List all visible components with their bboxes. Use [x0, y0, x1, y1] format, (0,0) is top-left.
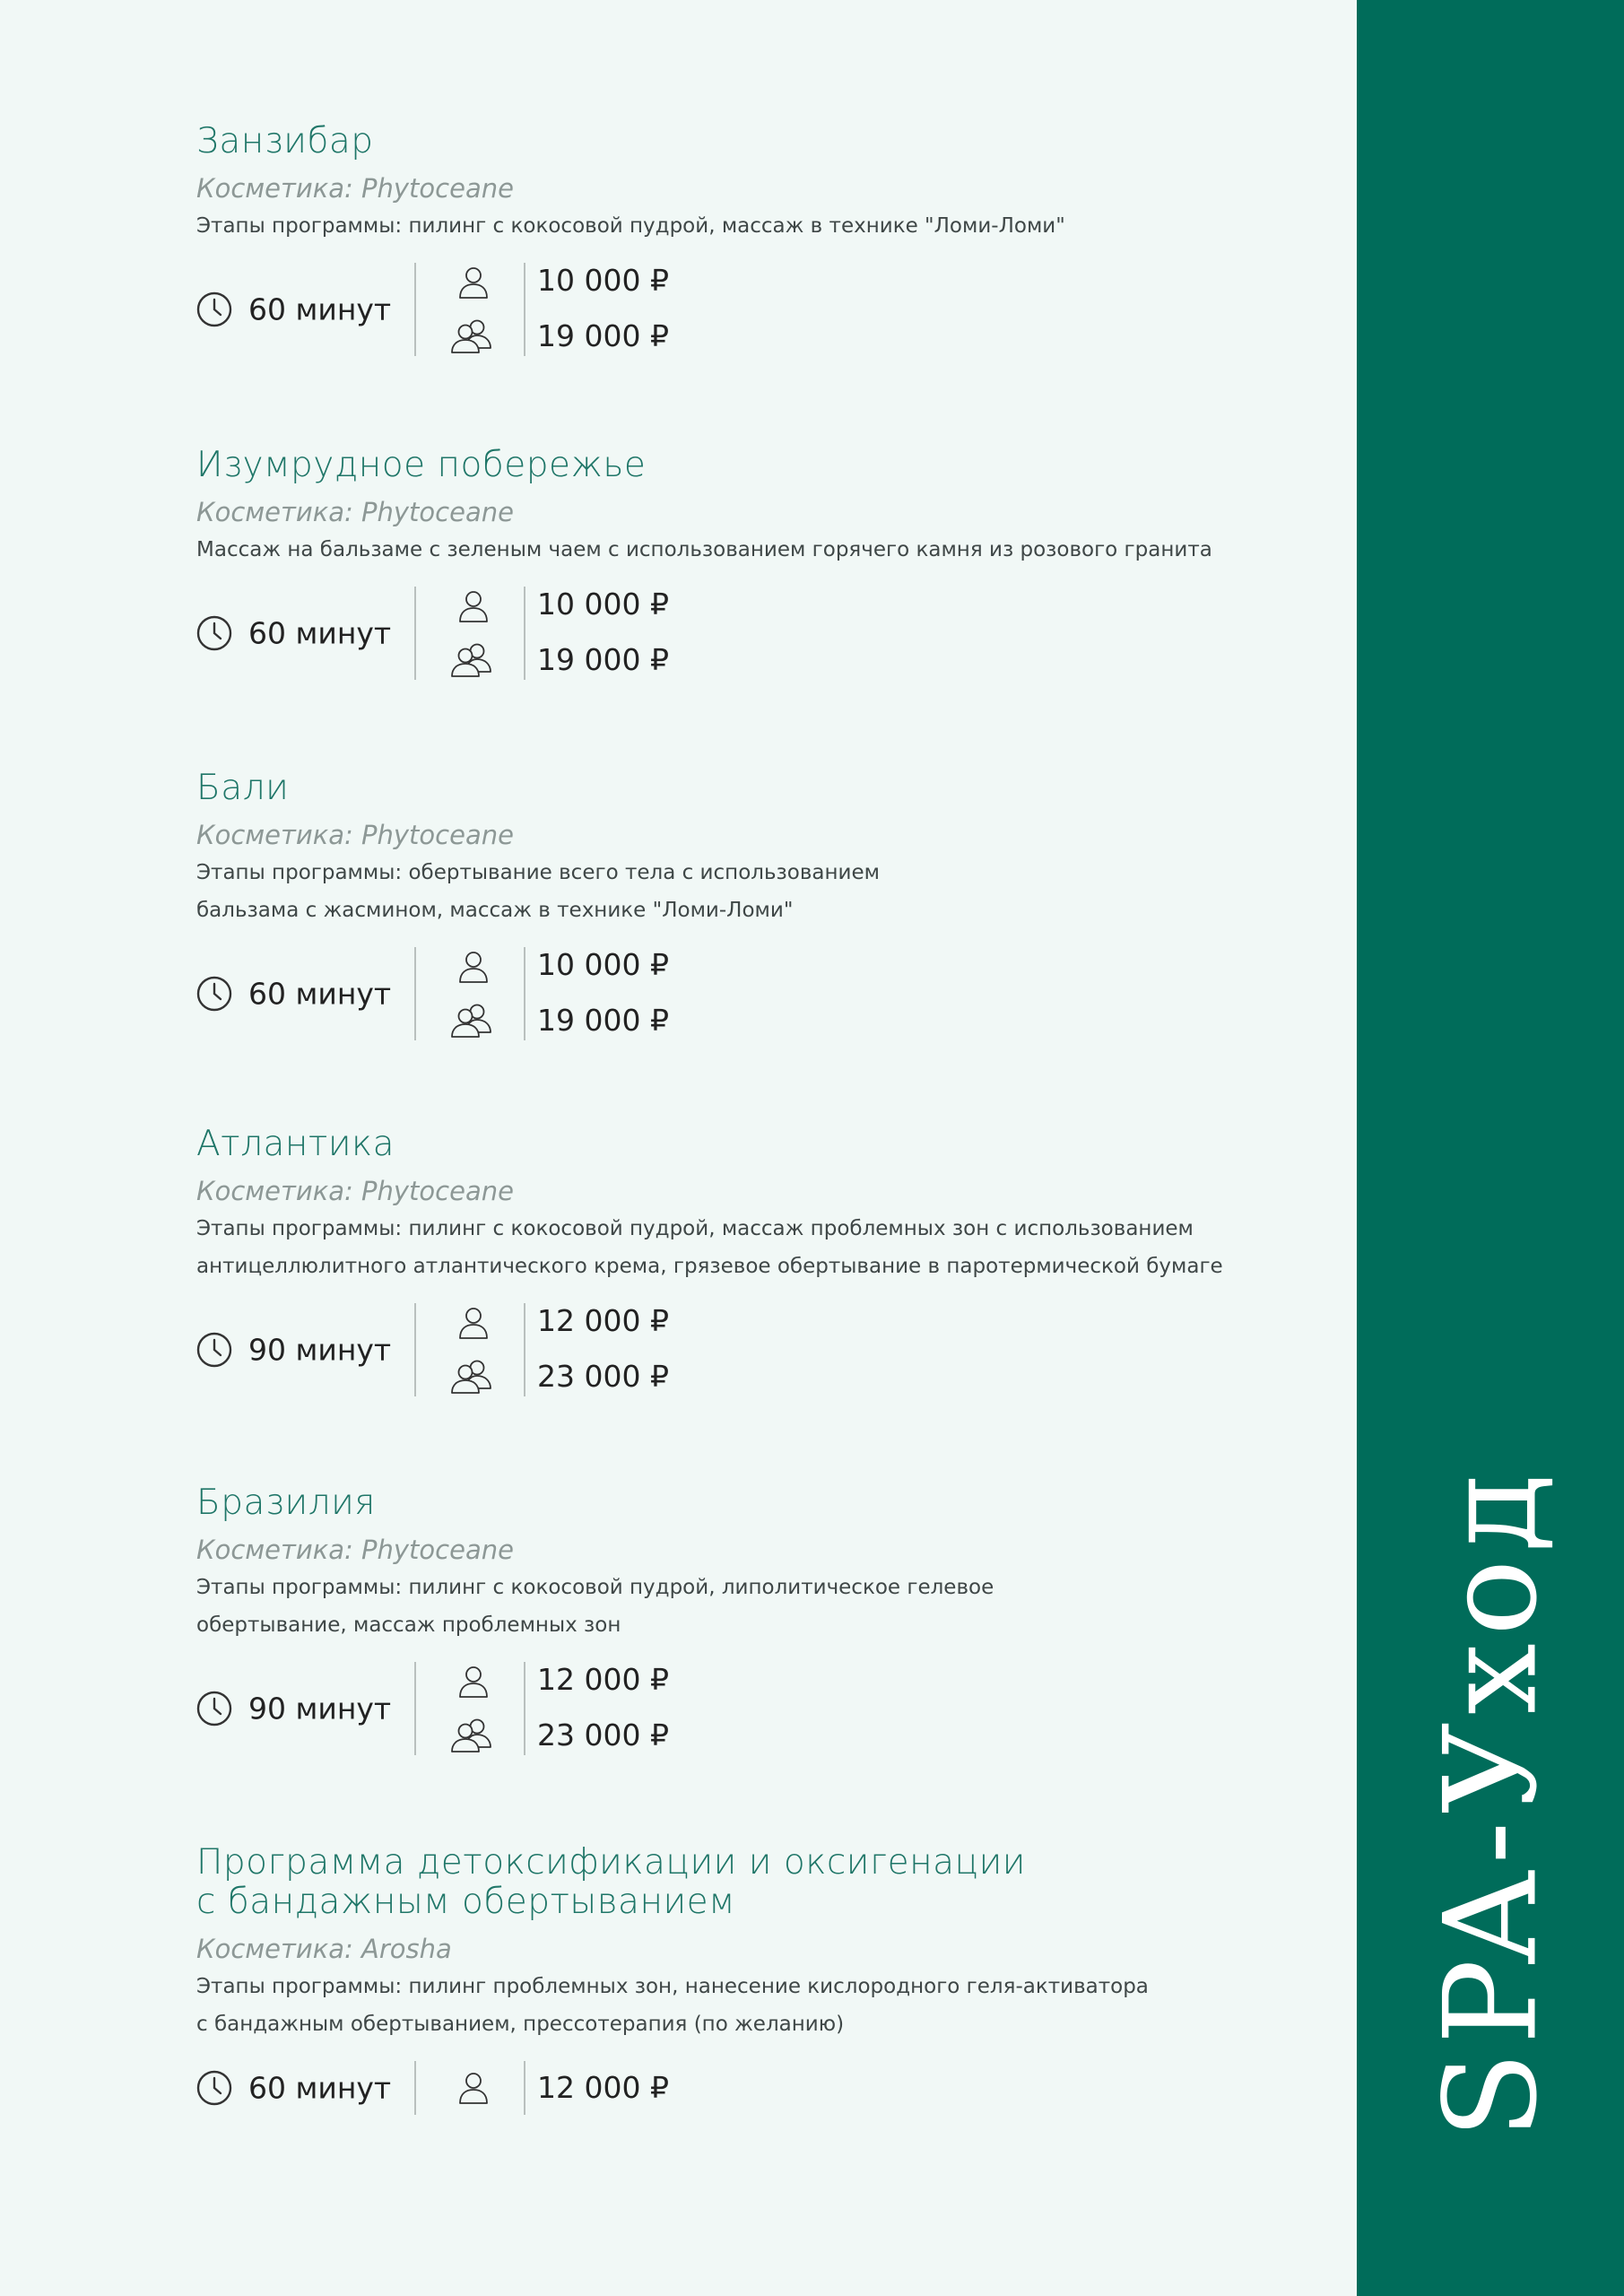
clock-icon: [196, 1332, 232, 1368]
price-single: 10 000 ₽: [537, 263, 669, 298]
service-item: [196, 1843, 1326, 2115]
service-title: Атлантика: [196, 1124, 395, 1164]
duration: 60 минут: [248, 976, 392, 1012]
divider: [524, 263, 525, 356]
divider: [524, 2061, 525, 2115]
service-description: Этапы программы: пилинг проблемных зон, нанесение кислородного геля-активатора с бандажным обертыванием, прессотерапия (по желанию): [196, 1975, 1149, 2036]
divider: [414, 2061, 416, 2115]
person-icon: [457, 1664, 490, 1700]
service-description: Этапы программы: пилинг с кокосовой пудрой, липолитическое гелевое обертывание, массаж проблемных зон: [196, 1576, 994, 1637]
service-item: [196, 1125, 1326, 1396]
service-meta: [196, 1303, 1326, 1396]
clock-icon: [196, 1691, 232, 1726]
service-meta: [196, 2061, 1326, 2115]
clock-icon: [196, 615, 232, 651]
price-single: 10 000 ₽: [537, 947, 669, 982]
price-single: 12 000 ₽: [537, 2070, 669, 2105]
divider: [414, 587, 416, 680]
couple-icon: [447, 1718, 496, 1753]
service-description: Массаж на бальзаме с зеленым чаем с использованием горячего камня из розового гранита: [196, 538, 1212, 561]
service-description: Этапы программы: обертывание всего тела с использованием бальзама с жасмином, массаж в технике "Ломи-Ломи": [196, 861, 880, 922]
divider: [414, 1303, 416, 1396]
service-title: Занзибар: [196, 121, 374, 161]
price-couple: 19 000 ₽: [537, 318, 669, 353]
service-description: Этапы программы: пилинг с кокосовой пудрой, массаж в технике "Ломи-Ломи": [196, 214, 1065, 238]
couple-icon: [447, 1003, 496, 1039]
service-title: Бали: [196, 768, 290, 808]
service-meta: [196, 1662, 1326, 1755]
service-title: Изумрудное побережье: [196, 445, 647, 485]
divider: [414, 263, 416, 356]
service-item: [196, 122, 1326, 356]
divider: [524, 587, 525, 680]
cosmetics-brand: Косметика: Phytoceane: [196, 497, 514, 527]
divider: [414, 947, 416, 1040]
clock-icon: [196, 2070, 232, 2106]
duration: 60 минут: [248, 2070, 392, 2106]
service-meta: [196, 263, 1326, 356]
service-title: Бразилия: [196, 1483, 376, 1523]
price-single: 12 000 ₽: [537, 1662, 669, 1697]
cosmetics-brand: Косметика: Phytoceane: [196, 173, 514, 204]
service-item: [196, 769, 1326, 1040]
cosmetics-brand: Косметика: Phytoceane: [196, 1535, 514, 1565]
cosmetics-brand: Косметика: Phytoceane: [196, 820, 514, 850]
sidebar-panel: [1357, 0, 1624, 2296]
duration: 60 минут: [248, 615, 392, 651]
service-item: [196, 1483, 1326, 1755]
person-icon: [457, 2070, 490, 2106]
price-couple: 19 000 ₽: [537, 642, 669, 677]
cosmetics-brand: Косметика: Arosha: [196, 1934, 452, 1964]
person-icon: [457, 949, 490, 985]
price-single: 10 000 ₽: [537, 587, 669, 622]
service-item: [196, 446, 1326, 680]
person-icon: [457, 588, 490, 624]
service-title: Программа детоксификации и оксигенации с бандажным обертыванием: [196, 1842, 1026, 1922]
duration: 90 минут: [248, 1691, 392, 1726]
divider: [524, 1303, 525, 1396]
couple-icon: [447, 1359, 496, 1395]
clock-icon: [196, 291, 232, 327]
price-couple: 23 000 ₽: [537, 1718, 669, 1752]
service-meta: [196, 947, 1326, 1040]
cosmetics-brand: Косметика: Phytoceane: [196, 1176, 514, 1206]
person-icon: [457, 1305, 490, 1341]
person-icon: [457, 265, 490, 300]
divider: [414, 1662, 416, 1755]
price-couple: 23 000 ₽: [537, 1359, 669, 1394]
duration: 90 минут: [248, 1332, 392, 1368]
couple-icon: [447, 318, 496, 354]
divider: [524, 1662, 525, 1755]
sidebar-title: SPA-Уход: [1417, 1466, 1566, 2139]
couple-icon: [447, 642, 496, 678]
divider: [524, 947, 525, 1040]
duration: 60 минут: [248, 291, 392, 327]
service-description: Этапы программы: пилинг с кокосовой пудрой, массаж проблемных зон с использованием антицеллюлитного атлантического крема, грязевое обертывание в паротермической бумаге: [196, 1217, 1223, 1278]
clock-icon: [196, 976, 232, 1012]
price-single: 12 000 ₽: [537, 1303, 669, 1338]
price-couple: 19 000 ₽: [537, 1003, 669, 1038]
service-meta: [196, 587, 1326, 680]
